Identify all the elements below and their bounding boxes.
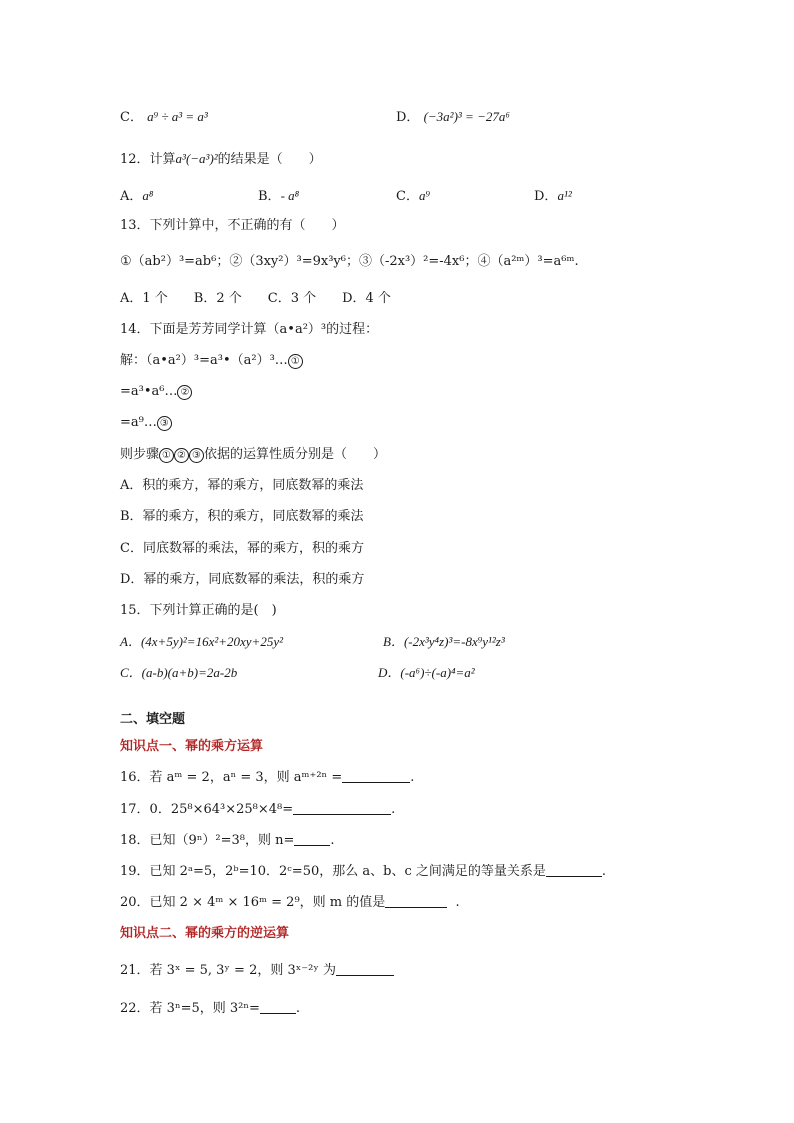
question-end: .	[295, 1001, 301, 1016]
math-expression: a³(−a³)²	[175, 151, 218, 166]
answer-blank[interactable]	[293, 800, 391, 815]
question-text: 17．0．25⁸×64³×25⁸×4⁸=	[120, 802, 294, 817]
step-number-marker: ①	[159, 448, 174, 463]
step-number-marker: ②	[177, 385, 192, 400]
knowledge-point-1-heading: 知识点一、幂的乘方运算	[120, 739, 264, 754]
step-text: =a³•a⁶…	[120, 384, 178, 399]
stem-text: 12．计算	[120, 152, 176, 167]
answer-blank[interactable]	[336, 961, 394, 976]
step-number-marker: ③	[189, 448, 204, 463]
step-number-marker: ①	[288, 354, 303, 369]
step-number-marker: ③	[157, 416, 172, 431]
q14-step-1	[120, 352, 303, 370]
question-end: .	[601, 864, 606, 879]
answer-blank[interactable]	[385, 893, 447, 908]
question-text: 21．若 3ˣ = 5, 3ʸ = 2，则 3ˣ⁻²ʸ 为	[120, 963, 336, 978]
option-value: - a⁸	[280, 188, 300, 203]
q12-stem	[120, 150, 322, 169]
q21	[120, 961, 394, 980]
stem-text: 的结果是（ ）	[217, 152, 322, 167]
section-title: 二、填空题	[120, 712, 186, 727]
q15-option-a: A．(4x+5y)²=16x²+20xy+25y²	[120, 634, 284, 649]
q13-options: A．1 个 B．2 个 C．3 个 D．4 个	[120, 291, 391, 306]
q11-option-c	[120, 108, 208, 127]
q14-step-2	[120, 383, 192, 401]
option-label: C．	[120, 110, 143, 125]
option-label: D．	[534, 189, 558, 204]
question-text: 依据的运算性质分别是（ ）	[204, 447, 387, 462]
option-value: a⁸	[142, 188, 154, 203]
q20	[120, 893, 460, 912]
q12-option-d	[534, 187, 572, 206]
q12-option-a	[120, 187, 153, 206]
question-end: .	[410, 770, 415, 785]
q16	[120, 768, 414, 787]
question-text: 则步骤	[120, 447, 160, 462]
q15-option-c: C．(a-b)(a+b)=2a-2b	[120, 665, 238, 680]
answer-blank[interactable]	[342, 768, 410, 783]
q12-option-b	[258, 187, 299, 206]
q15-stem: 15．下列计算正确的是( )	[120, 603, 277, 618]
q19	[120, 862, 606, 881]
question-text: 22．若 3ⁿ=5，则 3²ⁿ=	[120, 1001, 260, 1016]
answer-blank[interactable]	[546, 862, 602, 877]
q17	[120, 800, 395, 819]
q13-stem: 13．下列计算中，不正确的有（ ）	[120, 218, 345, 233]
q14-option-b: B．幂的乘方，积的乘方，同底数幂的乘法	[120, 509, 364, 524]
q18	[120, 831, 335, 850]
q14-question	[120, 446, 386, 464]
answer-blank[interactable]	[260, 999, 296, 1014]
question-text: 20．已知 2 × 4ᵐ × 16ᵐ = 2⁹，则 m 的值是	[120, 895, 386, 910]
q14-step-3	[120, 414, 172, 432]
answer-blank[interactable]	[294, 831, 330, 846]
math-expression: (−3a²)³ = −27a⁶	[423, 109, 510, 124]
q11-option-d	[396, 108, 510, 127]
step-text: =a⁹…	[120, 415, 157, 430]
q14-stem: 14．下面是芳芳同学计算（a•a²）³的过程：	[120, 322, 379, 337]
option-value: a¹²	[557, 188, 572, 203]
step-text: 解：（a•a²）³=a³•（a²）³…	[120, 353, 288, 368]
q15-option-b: B．(-2x³y⁴z)³=-8x⁹y¹²z³	[383, 634, 505, 649]
q12-option-c	[396, 187, 430, 206]
q13-items: ①（ab²）³=ab⁶；②（3xy²）³=9x³y⁶；③（-2x³）²=-4x⁶；④（a²ᵐ）³=a⁶ᵐ.	[120, 254, 579, 269]
step-number-marker: ②	[174, 448, 189, 463]
knowledge-point-2-heading: 知识点二、幂的乘方的逆运算	[120, 926, 290, 941]
question-end: .	[391, 802, 396, 817]
q14-option-d: D．幂的乘方，同底数幂的乘法，积的乘方	[120, 572, 365, 587]
question-text: 19．已知 2ᵃ=5，2ᵇ=10．2ᶜ=50，那么 a、b、c 之间满足的等量关系是	[120, 864, 546, 879]
option-label: D．	[396, 110, 420, 125]
question-end: .	[455, 895, 460, 910]
q22	[120, 999, 300, 1018]
question-text: 18．已知（9ⁿ）²=3⁸，则 n=	[120, 833, 295, 848]
q14-option-c: C．同底数幂的乘法，幂的乘方，积的乘方	[120, 541, 364, 556]
option-label: A．	[120, 189, 143, 204]
option-value: a⁹	[418, 188, 430, 203]
q14-option-a: A．积的乘方，幂的乘方，同底数幂的乘法	[120, 478, 364, 493]
option-label: B．	[258, 189, 281, 204]
math-expression: a⁹ ÷ a³ = a³	[147, 109, 208, 124]
option-label: C．	[396, 189, 419, 204]
q15-option-d: D．(-a⁶)÷(-a)⁴=a²	[378, 665, 475, 680]
question-text: 16．若 aᵐ = 2，aⁿ = 3，则 aᵐ⁺²ⁿ =	[120, 770, 343, 785]
question-end: .	[330, 833, 335, 848]
